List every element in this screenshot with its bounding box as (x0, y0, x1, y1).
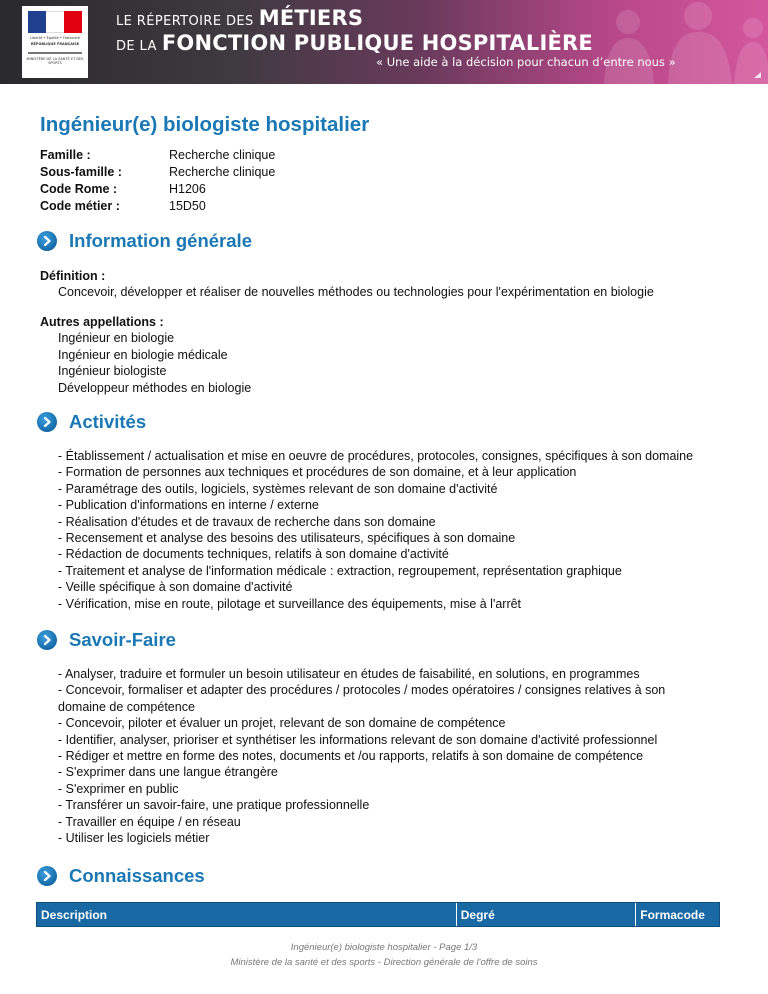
list-item: - Recensement et analyse des besoins des utilisateurs, spécifiques à son domaine (58, 531, 516, 546)
flag-white-band (46, 11, 64, 33)
list-item: Ingénieur en biologie médicale (58, 347, 228, 362)
job-metadata (40, 147, 275, 215)
connaissances-table-header (36, 902, 720, 927)
list-item: - Publication d'informations en interne / externe (58, 498, 319, 513)
column-header-degre: Degré (456, 903, 635, 926)
logo-motto: Liberté • Égalité • Fraternité (30, 36, 80, 40)
list-item: - Transférer un savoir-faire, une pratique professionnelle (58, 798, 370, 813)
section-title: Connaissances (69, 865, 205, 886)
appellations-block (40, 314, 740, 396)
column-header-description: Description (41, 908, 108, 922)
list-item: - Concevoir, piloter et évaluer un projet, relevant de son domaine de compétence (58, 716, 506, 731)
header-banner (0, 0, 768, 84)
flag-red-band (64, 11, 82, 33)
logo-ministry: MINISTÈRE DE LA SANTÉ ET DES SPORTS (26, 57, 84, 65)
chevron-right-icon (37, 412, 57, 432)
ministry-logo (22, 6, 88, 78)
list-item: - Utiliser les logiciels métier (58, 831, 210, 846)
list-item: - Traitement et analyse de l'information médicale : extraction, regroupement, représentation graphique (58, 563, 622, 578)
list-item: - Établissement / actualisation et mise en oeuvre de procédures, protocoles, consignes, spécifiques à son domaine (58, 449, 694, 463)
page-title: Ingénieur(e) biologiste hospitalier (40, 113, 370, 136)
list-item: - Paramétrage des outils, logiciels, systèmes relevant de son domaine d'activité (58, 481, 498, 496)
list-item: - S'exprimer dans une langue étrangère (58, 765, 278, 780)
logo-divider (28, 52, 82, 54)
french-flag-icon (28, 11, 82, 33)
column-header-formacode: Formacode (635, 903, 719, 926)
meta-value: Recherche clinique (169, 165, 276, 179)
definition-text: Concevoir, développer et réaliser de nouvelles méthodes ou technologies pour l'expérimentation en biologie (58, 285, 654, 300)
list-item: - Rédiger et mettre en forme des notes, documents et /ou rapports, relatifs à son domaine de compétence (58, 749, 644, 764)
definition-label: Définition : (40, 269, 106, 283)
list-item: - S'exprimer en public (58, 781, 179, 796)
meta-value: Recherche clinique (169, 148, 276, 162)
meta-row-famille (40, 147, 275, 164)
meta-row-sous-famille (40, 164, 275, 181)
meta-label: Sous-famille : (40, 165, 122, 179)
list-item: - Identifier, analyser, prioriser et synthétiser les informations relevant de son domaine d'activité professionnel (58, 732, 658, 747)
banner-title-line2 (116, 31, 593, 55)
section-title: Savoir-Faire (69, 629, 176, 650)
list-item: - Rédaction de documents techniques, relatifs à son domaine d'activité (58, 547, 449, 562)
meta-row-code-metier (40, 198, 275, 215)
list-item: Ingénieur en biologie (58, 331, 175, 346)
list-item: - Réalisation d'études et de travaux de recherche dans son domaine (58, 514, 436, 529)
meta-label: Code métier : (40, 199, 120, 213)
list-item: - Analyser, traduire et formuler un besoin utilisateur en études de faisabilité, en solutions, en programmes (58, 667, 640, 681)
list-item: - Travailler en équipe / en réseau (58, 814, 241, 829)
list-item: - Vérification, mise en route, pilotage et surveillance des équipements, mise à l'arrêt (58, 596, 522, 611)
banner-title-emphasis: MÉTIERS (258, 6, 364, 30)
footer-ministry: Ministère de la santé et des sports - Direction générale de l'offre de soins (230, 957, 538, 968)
appellations-list (40, 330, 740, 396)
banner-title-prefix: LE RÉPERTOIRE DES (116, 14, 254, 29)
section-title: Activités (69, 411, 147, 432)
banner-title-emphasis-2: FONCTION PUBLIQUE HOSPITALIÈRE (161, 31, 593, 55)
logo-republic: RÉPUBLIQUE FRANÇAISE (30, 42, 80, 46)
appellations-label: Autres appellations : (40, 315, 164, 329)
banner-title-prefix-2: DE LA (116, 39, 157, 54)
section-savoir-faire (37, 628, 176, 652)
section-connaissances (37, 864, 205, 888)
activites-list (58, 448, 748, 612)
list-item-text: - Concevoir, formaliser et adapter des procédures / protocoles / modes opératoires / consignes relatives à son domaine de compétence (58, 683, 666, 714)
list-item: Développeur méthodes en biologie (58, 380, 252, 395)
list-item: Ingénieur biologiste (58, 364, 167, 379)
chevron-right-icon (37, 630, 57, 650)
banner-title-line1 (116, 6, 363, 30)
meta-value: 15D50 (169, 199, 206, 213)
savoir-faire-list (58, 666, 708, 846)
meta-label: Code Rome : (40, 182, 118, 196)
list-item: - Veille spécifique à son domaine d'activité (58, 580, 293, 595)
footer-page-info: Ingénieur(e) biologiste hospitalier - Page 1/3 (290, 942, 478, 953)
section-title: Information générale (69, 230, 252, 251)
flag-blue-band (28, 11, 46, 33)
meta-row-code-rome (40, 181, 275, 198)
chevron-right-icon (37, 866, 57, 886)
meta-label: Famille : (40, 148, 91, 162)
list-item (40, 682, 708, 715)
meta-value: H1206 (169, 182, 206, 196)
list-item: - Formation de personnes aux techniques et procédures de son domaine, et à leur application (58, 465, 577, 480)
section-information-generale (37, 229, 252, 253)
chevron-right-icon (37, 231, 57, 251)
definition-block (40, 268, 740, 301)
section-activites (37, 410, 146, 434)
banner-tagline: « Une aide à la décision pour chacun d’entre nous » (376, 55, 676, 69)
